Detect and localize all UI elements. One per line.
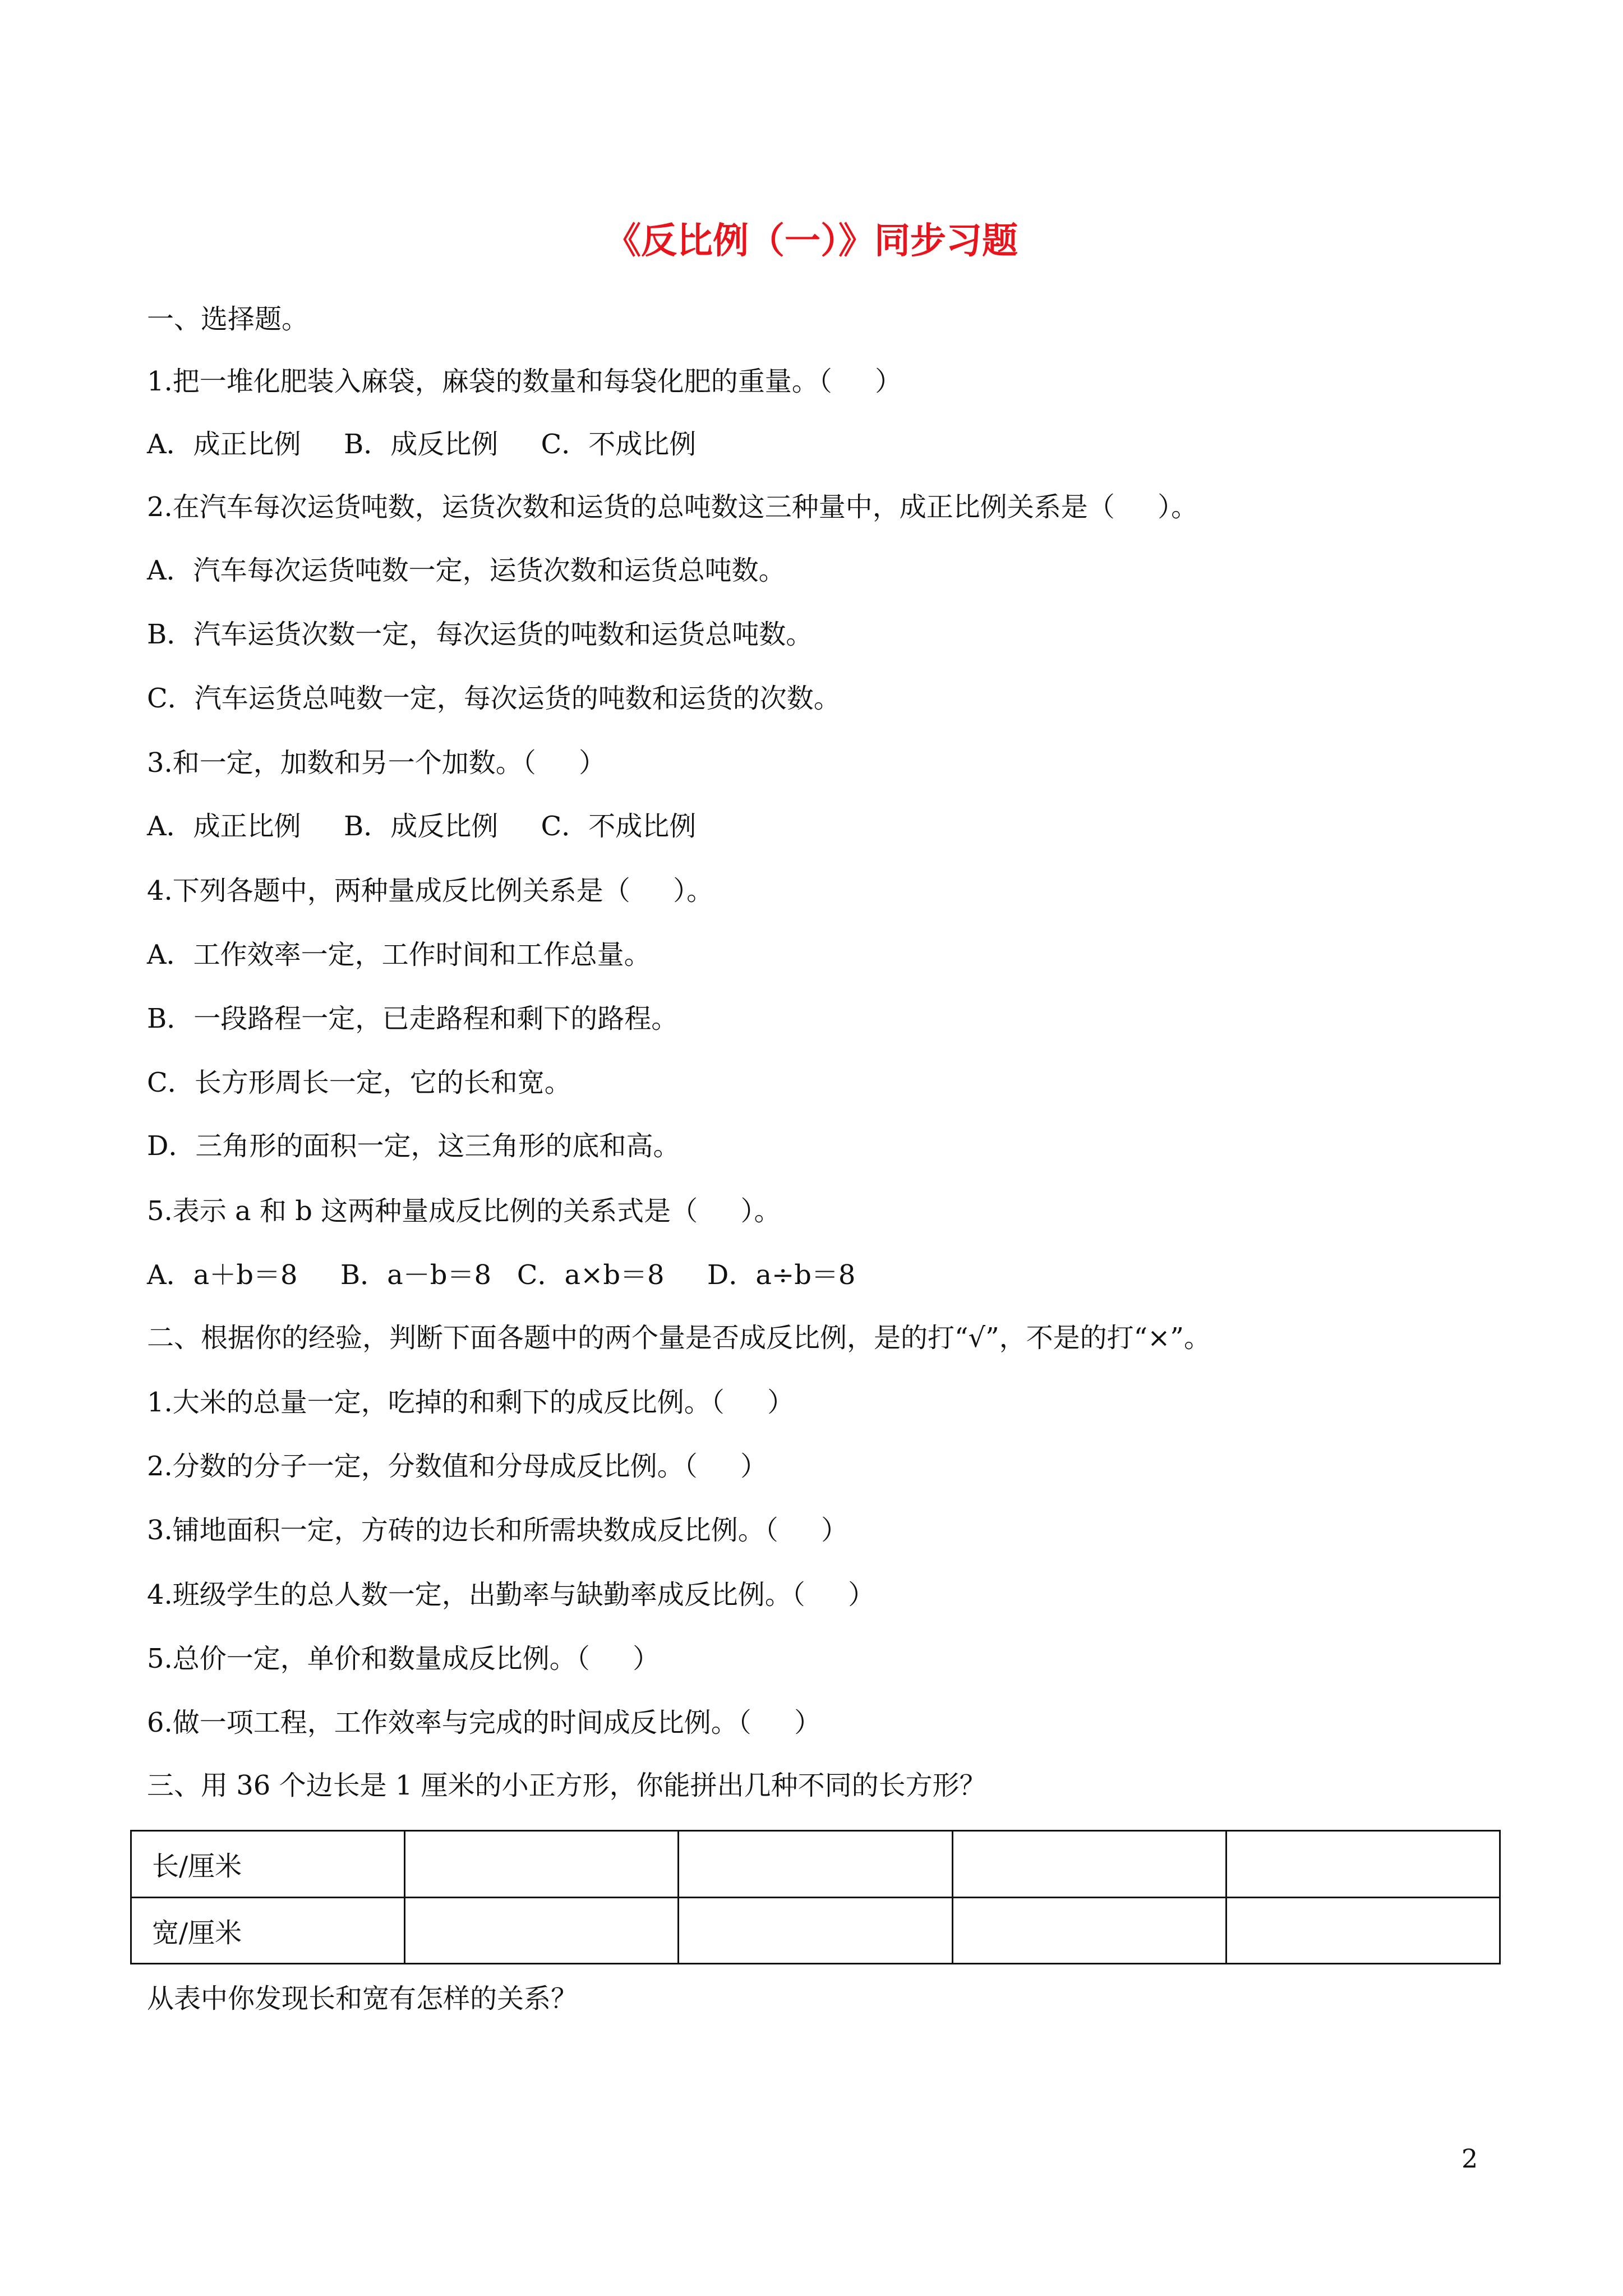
answer-cell[interactable] [1226, 1831, 1500, 1898]
option-line: A．a＋b＝8 B．a－b＝8 C．a×b＝8 D．a÷b＝8 [147, 1259, 856, 1291]
judgement-line: 2.分数的分子一定，分数值和分母成反比例。（ ） [147, 1451, 768, 1482]
section-3-heading: 三、用 36 个边长是 1 厘米的小正方形，你能拼出几种不同的长方形？ [147, 1770, 986, 1801]
section-1-heading: 一、选择题。 [147, 303, 309, 335]
table-row [131, 1897, 1500, 1964]
judgement-line: 3.铺地面积一定，方砖的边长和所需块数成反比例。（ ） [147, 1515, 849, 1546]
answer-cell[interactable] [952, 1831, 1226, 1898]
answer-cell[interactable] [679, 1897, 952, 1964]
answer-cell[interactable] [405, 1831, 679, 1898]
judgement-line: 4.班级学生的总人数一定，出勤率与缺勤率成反比例。（ ） [147, 1579, 875, 1611]
answer-cell[interactable] [679, 1831, 952, 1898]
judgement-line: 5.总价一定，单价和数量成反比例。（ ） [147, 1643, 660, 1674]
question-line: 4.下列各题中，两种量成反比例关系是（ ）。 [147, 875, 714, 907]
length-width-table [130, 1830, 1501, 1964]
judgement-line: 6.做一项工程，工作效率与完成的时间成反比例。（ ） [147, 1707, 822, 1738]
table-row [131, 1831, 1500, 1898]
answer-cell[interactable] [952, 1897, 1226, 1964]
option-line: D．三角形的面积一定，这三角形的底和高。 [147, 1130, 680, 1162]
answer-cell[interactable] [405, 1897, 679, 1964]
option-line: A．汽车每次运货吨数一定，运货次数和运货总吨数。 [147, 555, 786, 586]
option-line: A．工作效率一定，工作时间和工作总量。 [147, 939, 651, 970]
worksheet-title: 《反比例（一）》同步习题 [605, 220, 1018, 262]
question-line: 1.把一堆化肥装入麻袋，麻袋的数量和每袋化肥的重量。（ ） [147, 366, 902, 397]
option-line: B．一段路程一定，已走路程和剩下的路程。 [147, 1003, 679, 1034]
row-label-length: 长/厘米 [131, 1831, 405, 1898]
row-label-width: 宽/厘米 [131, 1897, 405, 1964]
follow-up-question: 从表中你发现长和宽有怎样的关系？ [147, 1983, 578, 2014]
question-line: 3.和一定，加数和另一个加数。（ ） [147, 747, 606, 779]
judgement-line: 1.大米的总量一定，吃掉的和剩下的成反比例。（ ） [147, 1387, 795, 1418]
option-line: C．长方形周长一定，它的长和宽。 [147, 1067, 571, 1098]
section-2-heading: 二、根据你的经验，判断下面各题中的两个量是否成反比例，是的打“√”，不是的打“×”。 [147, 1322, 1211, 1354]
option-line: B．汽车运货次数一定，每次运货的吨数和运货总吨数。 [147, 619, 813, 650]
page-number: 2 [1461, 2143, 1478, 2174]
question-line: 5.表示 a 和 b 这两种量成反比例的关系式是（ ）。 [147, 1195, 781, 1227]
option-line: C．汽车运货总吨数一定，每次运货的吨数和运货的次数。 [147, 683, 841, 714]
option-line: A．成正比例 B．成反比例 C．不成比例 [147, 811, 697, 842]
option-line: A．成正比例 B．成反比例 C．不成比例 [147, 429, 697, 460]
question-line: 2.在汽车每次运货吨数，运货次数和运货的总吨数这三种量中，成正比例关系是（ ）。 [147, 491, 1198, 523]
answer-cell[interactable] [1226, 1897, 1500, 1964]
